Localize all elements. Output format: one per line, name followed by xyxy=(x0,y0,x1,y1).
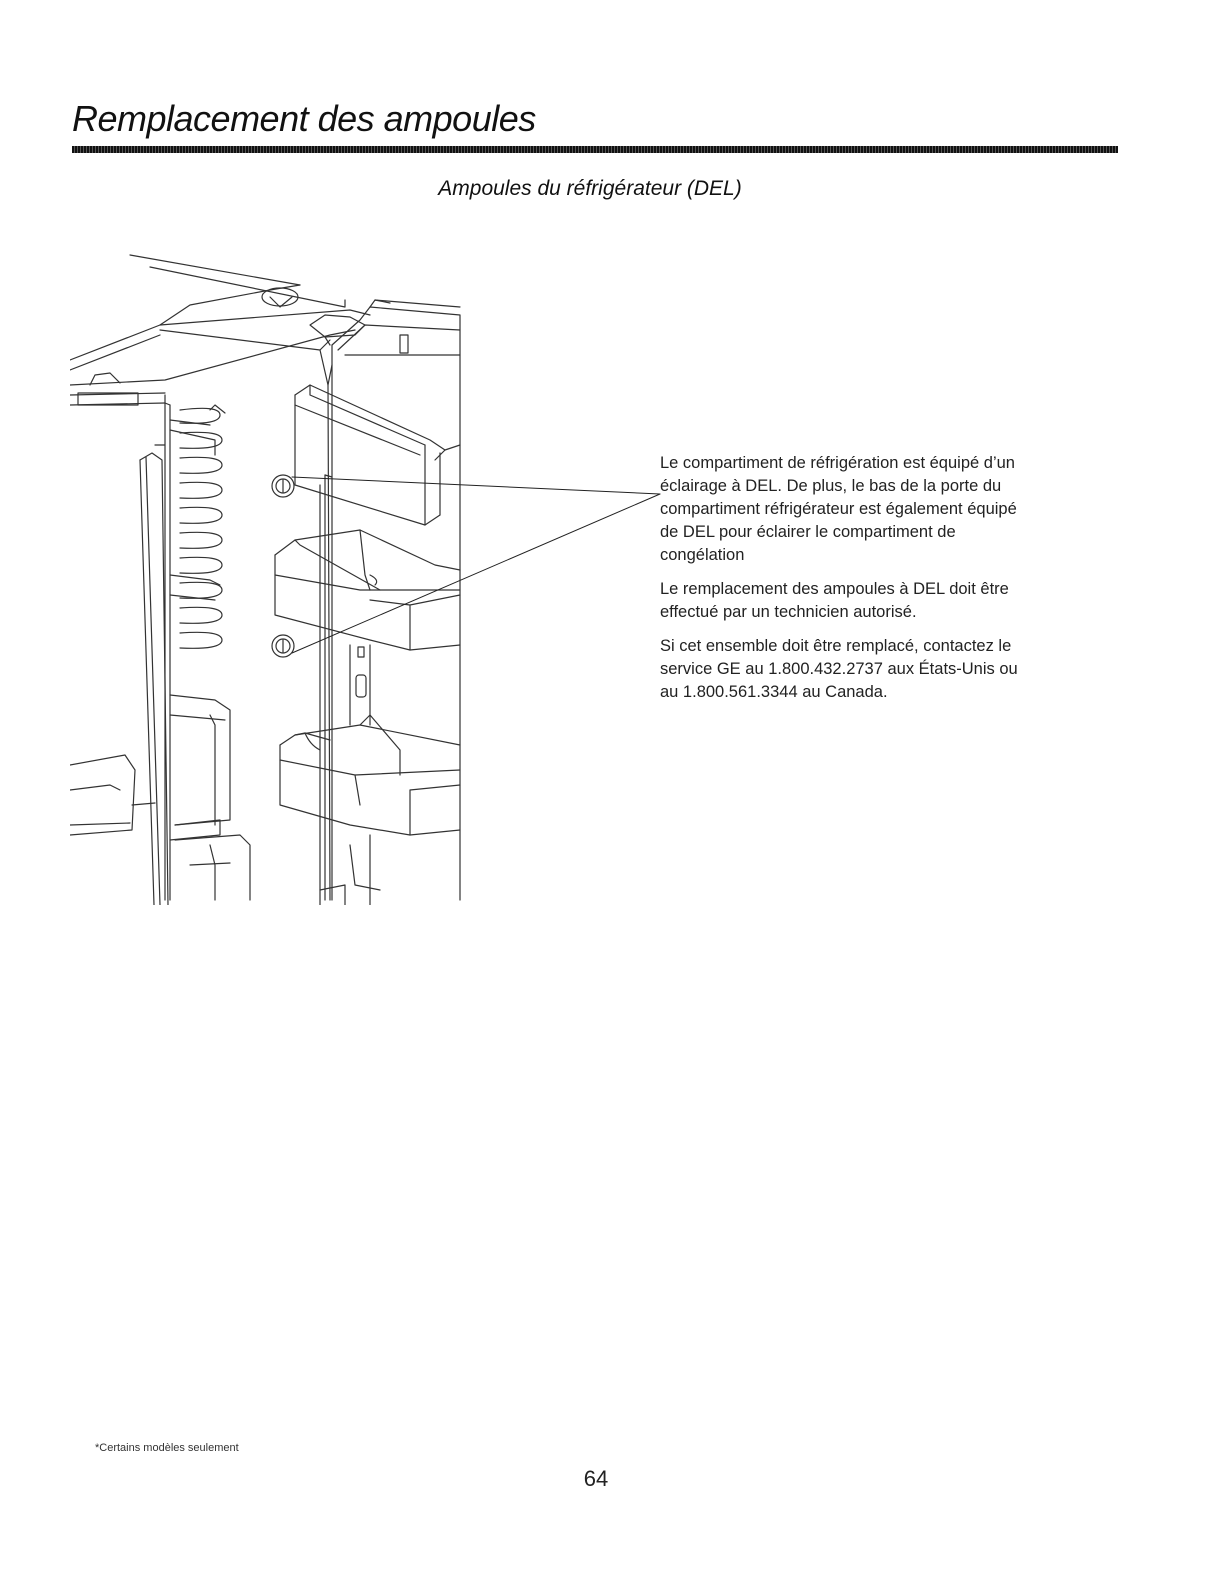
led-light-lower xyxy=(272,635,294,657)
section-title xyxy=(0,177,1224,201)
refrigerator-illustration xyxy=(70,245,690,905)
door-gasket xyxy=(140,453,168,905)
paragraph-replacement: Le remplacement des ampoules à DEL doit être effectué par un technicien autorisé. xyxy=(660,580,1009,621)
cabinet-top xyxy=(70,255,370,405)
lower-door-bin xyxy=(280,715,460,835)
footnote: *Certains modèles seulement xyxy=(95,1442,239,1454)
paragraph-contact: Si cet ensemble doit être remplacé, contactez le service GE au 1.800.432.2737 aux États-Unis ou au 1.800.561.3344 au Canada. xyxy=(660,637,1018,701)
section-title-text: Ampoules du réfrigérateur (DEL) xyxy=(438,177,742,200)
title-rule xyxy=(72,146,1118,153)
cabinet-left-wall xyxy=(160,330,332,900)
lower-drawer xyxy=(70,695,250,900)
middle-door-bin xyxy=(275,530,460,650)
page-title: Remplacement des ampoules xyxy=(72,98,536,139)
coil-array xyxy=(180,405,225,648)
callout-lines xyxy=(292,477,660,653)
page-number xyxy=(0,1466,1224,1492)
page-number-text: 64 xyxy=(583,1466,609,1491)
refrigerator-door xyxy=(325,300,460,900)
led-light-upper xyxy=(272,475,294,497)
instructions-text xyxy=(660,452,1020,715)
paragraph-led-lighting: Le compartiment de réfrigération est équipé d’un éclairage à DEL. De plus, le bas de la porte du compartiment réfrigérateur est également équipé de DEL pour éclairer le compartiment de congélation xyxy=(660,454,1017,564)
